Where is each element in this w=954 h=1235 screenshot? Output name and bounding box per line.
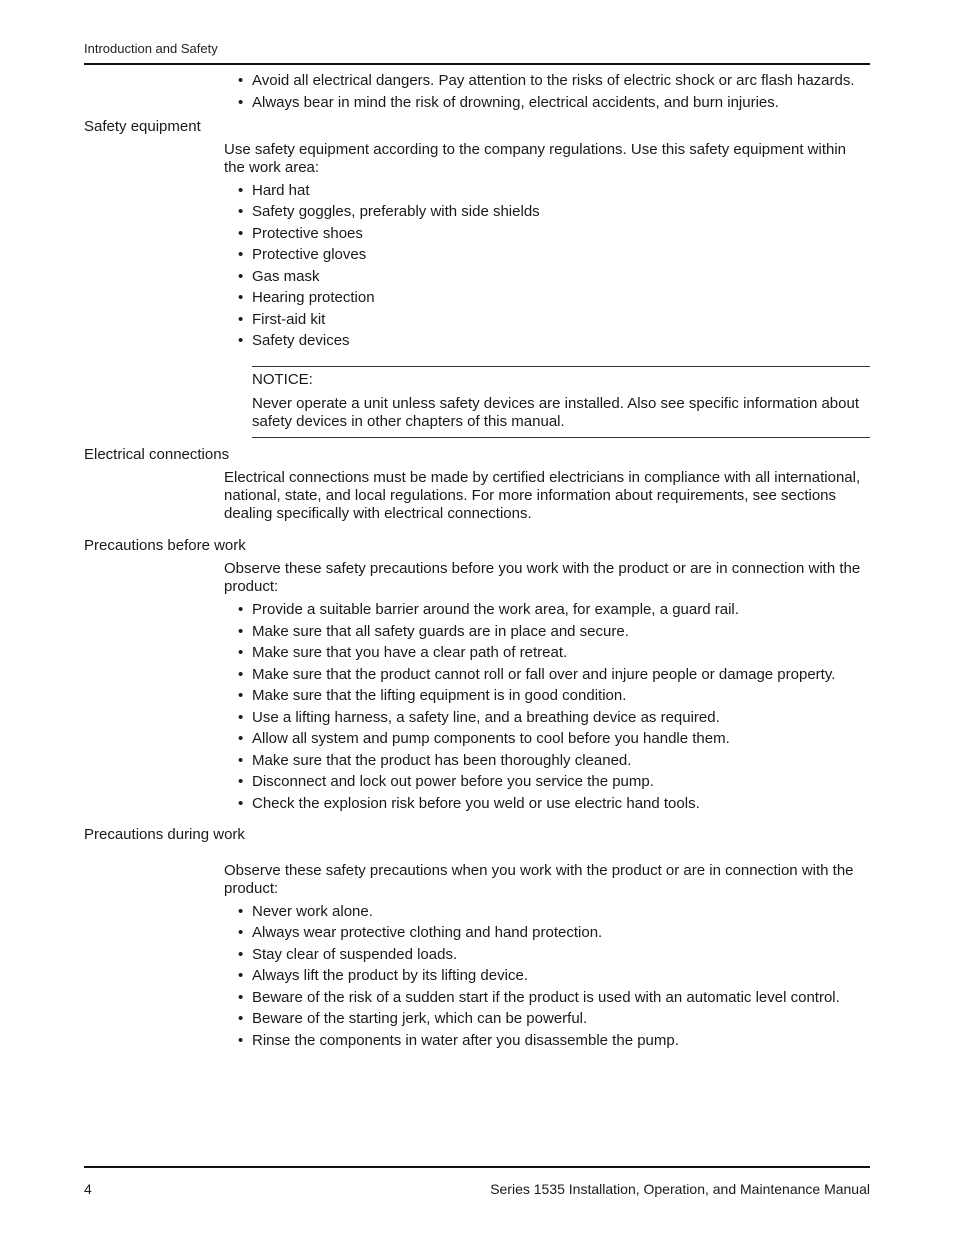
precautions-before-heading: Precautions before work	[84, 537, 246, 554]
notice-text: Never operate a unit unless safety devices are installed. Also see specific information about safety devices in other chapters of this manual.	[252, 395, 860, 430]
list-item: • Avoid all electrical dangers. Pay attention to the risks of electric shock or arc flash hazards.	[238, 72, 870, 90]
precautions-during-heading: Precautions during work	[84, 825, 245, 843]
list-item: • Beware of the starting jerk, which can be powerful.	[238, 1010, 870, 1028]
list-item: • Stay clear of suspended loads.	[238, 946, 870, 964]
list-item: • Make sure that the product has been thoroughly cleaned.	[238, 752, 870, 770]
safety-equipment-heading: Safety equipment	[84, 117, 201, 135]
precautions-before-intro: Observe these safety precautions before you work with the product or are in connection with the product:	[224, 560, 861, 595]
list-item: • Safety goggles, preferably with side shields	[238, 203, 870, 221]
list-item: • Protective gloves	[238, 246, 870, 264]
intro-bullet-list	[224, 72, 870, 112]
list-item: • Make sure that you have a clear path of retreat.	[238, 644, 870, 662]
list-item: • Rinse the components in water after you disassemble the pump.	[238, 1032, 870, 1050]
list-item: • Make sure that the product cannot roll or fall over and injure people or damage property.	[238, 666, 870, 684]
electrical-connections-text: Electrical connections must be made by certified electricians in compliance with all international, national, state, and local regulations. For more information about requirements, see sections dealing specifically with electrical connections.	[224, 469, 861, 522]
list-item: • Hard hat	[238, 182, 870, 200]
list-item: • Always bear in mind the risk of drowning, electrical accidents, and burn injuries.	[238, 94, 870, 112]
list-item: • Safety devices	[238, 332, 870, 350]
footer-rule	[84, 1166, 870, 1168]
page-number: 4	[84, 1181, 92, 1197]
list-item: • Protective shoes	[238, 225, 870, 243]
list-item: • Always lift the product by its lifting device.	[238, 967, 870, 985]
list-item: • Beware of the risk of a sudden start if the product is used with an automatic level control.	[238, 989, 870, 1007]
list-item: • First-aid kit	[238, 311, 870, 329]
list-item: • Make sure that all safety guards are in place and secure.	[238, 623, 870, 641]
precautions-during-body	[224, 862, 870, 1050]
list-item: • Provide a suitable barrier around the work area, for example, a guard rail.	[238, 601, 870, 619]
precautions-before-list	[224, 601, 870, 813]
notice-title: NOTICE:	[252, 371, 313, 388]
intro-block	[224, 72, 870, 112]
list-item: • Disconnect and lock out power before you service the pump.	[238, 773, 870, 791]
running-header: Introduction and Safety	[84, 41, 218, 56]
list-item: • Allow all system and pump components to cool before you handle them.	[238, 730, 870, 748]
safety-equipment-intro: Use safety equipment according to the company regulations. Use this safety equipment within the work area:	[224, 140, 847, 176]
notice-box	[252, 366, 870, 438]
list-item: • Gas mask	[238, 268, 870, 286]
list-item: • Check the explosion risk before you weld or use electric hand tools.	[238, 795, 870, 813]
safety-equipment-list	[224, 182, 870, 351]
list-item: • Use a lifting harness, a safety line, and a breathing device as required.	[238, 709, 870, 727]
manual-title: Series 1535 Installation, Operation, and Maintenance Manual	[490, 1181, 870, 1197]
page-content	[84, 72, 870, 1053]
header-rule	[84, 63, 870, 65]
list-item: • Never work alone.	[238, 903, 870, 921]
list-item: • Always wear protective clothing and hand protection.	[238, 924, 870, 942]
precautions-during-intro: Observe these safety precautions when you work with the product or are in connection with the product:	[224, 861, 854, 897]
list-item: • Hearing protection	[238, 289, 870, 307]
electrical-connections-body	[224, 469, 870, 523]
precautions-before-body	[224, 560, 870, 813]
safety-equipment-body	[224, 141, 870, 351]
list-item: • Make sure that the lifting equipment is in good condition.	[238, 687, 870, 705]
electrical-connections-heading: Electrical connections	[84, 446, 230, 463]
precautions-during-list	[224, 903, 870, 1050]
